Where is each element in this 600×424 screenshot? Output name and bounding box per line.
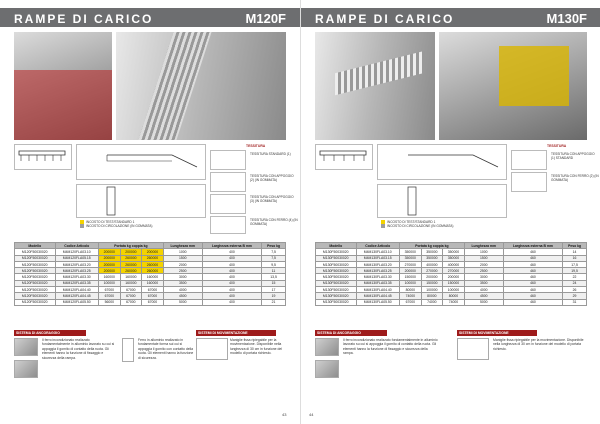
table-cell: 350000 (421, 249, 443, 255)
table-cell: 100000 (400, 280, 422, 286)
left-handle-diagram (196, 338, 228, 360)
table-cell: M130F50030020 (316, 280, 357, 286)
left-anchor-text: Il ferro incondizionato realizzato fondamentalmente in alluminio lavorato su cui si appoggia il gomito di contatto della ruota. Gli elementi hanno la funzione di fissaggio e sicurezza della rampa. (42, 338, 115, 360)
table-cell: 2500 (464, 268, 503, 274)
table-cell: 1500 (464, 255, 503, 261)
right-profile-drawing (315, 144, 373, 170)
table-cell: M130F50030020 (316, 293, 357, 299)
left-texture-box (210, 216, 246, 234)
table-cell: 11 (262, 268, 286, 274)
col-weight: Peso kg (262, 243, 286, 249)
table-cell: 100000 (443, 287, 465, 293)
table-cell: 200000 (120, 249, 142, 255)
table-cell: 200000 (421, 274, 443, 280)
right-side-drawing (377, 144, 507, 180)
table-cell: 350000 (400, 255, 422, 261)
table-cell: 260000 (142, 261, 164, 267)
right-section-anchoring: SISTEMA DI ANCORAGGIO (315, 330, 387, 336)
table-cell: 1000 (464, 249, 503, 255)
table-cell: M4M130FLA03.10 (356, 249, 400, 255)
table-cell: 3000 (163, 274, 202, 280)
table-cell: 160000 (142, 274, 164, 280)
left-texture-label: TESSITURA STANDARD (1) (250, 152, 291, 156)
table-cell: 80000 (443, 293, 465, 299)
table-cell: 2500 (163, 268, 202, 274)
col-code: Codice Articolo (55, 243, 99, 249)
table-cell: 4000 (464, 287, 503, 293)
right-section-handling: SISTEMI DI MOVIMENTAZIONE (457, 330, 537, 336)
table-cell: 460 (503, 274, 562, 280)
table-cell: 67000 (142, 293, 164, 299)
table-cell: 4500 (464, 293, 503, 299)
table-cell: M120F50030020 (15, 249, 56, 255)
col-capacity: Portata kg coppia kg (400, 243, 465, 249)
col-model: Modello (15, 243, 56, 249)
left-spec-table (14, 242, 286, 306)
table-cell: 14 (563, 249, 587, 255)
table-cell: 67000 (120, 299, 142, 305)
table-cell: M4M120FLA03.25 (55, 268, 99, 274)
table-cell: 1000 (163, 249, 202, 255)
table-cell: 29 (563, 293, 587, 299)
left-texture-label: TESSITURA CON FERRO (4) (IN GOMMATA) (250, 218, 298, 226)
table-cell: M4M130FLA04.40 (356, 287, 400, 293)
right-anchor-photo (315, 338, 339, 356)
table-cell: M120F50030020 (15, 280, 56, 286)
left-anchor-photo (14, 360, 38, 378)
table-cell: 74000 (443, 299, 465, 305)
table-cell: 5000 (163, 299, 202, 305)
left-photo-ramp-truck (14, 32, 112, 140)
table-cell: 270000 (400, 261, 422, 267)
right-page-number: 44 (309, 412, 314, 417)
left-anchor-photo (14, 338, 38, 356)
table-cell: M120F50030020 (15, 299, 56, 305)
table-cell: 260000 (142, 268, 164, 274)
table-cell: 67000 (142, 287, 164, 293)
right-texture-label: TESSITURA CON APPOGGIO (1) STANDARD (551, 152, 595, 160)
left-texture-label: TESSITURA CON APPOGGIO (2) (IN GOMMATA) (250, 174, 294, 182)
right-handle-text: Maniglie fissa ripiegabile per la movimentazione. Disponibile nella lunghezza di 30 cm in funzione del modello di portata richiesto. (493, 338, 584, 351)
right-spec-table (315, 242, 587, 306)
table-cell: 350000 (400, 249, 422, 255)
right-photo-forklift (439, 32, 587, 140)
table-cell: 74000 (400, 293, 422, 299)
left-anchor-text-2: Ferro in alluminio realizzato in fondamentale forma sui cui si appoggia il gomito con contatto della ruota. Gli elementi hanno la funzione di sicurezza. (138, 338, 194, 360)
right-top-drawing (377, 184, 507, 218)
table-cell: 67000 (99, 287, 121, 293)
left-title: RAMPE DI CARICO (14, 12, 154, 26)
left-section-handling: SISTEMI DI MOVIMENTAZIONE (196, 330, 276, 336)
table-cell: 2000 (464, 261, 503, 267)
table-cell: 15 (262, 280, 286, 286)
table-cell: M4M120FLA03.35 (55, 280, 99, 286)
left-side-drawing (76, 144, 206, 180)
col-capacity: Portata kg coppia kg (99, 243, 164, 249)
col-code: Codice Articolo (356, 243, 400, 249)
table-cell: M4M130FLA04.45 (356, 293, 400, 299)
table-cell: 19,5 (563, 268, 587, 274)
table-cell: M130F50030020 (316, 249, 357, 255)
table-cell: 460 (503, 261, 562, 267)
right-legend (381, 220, 453, 228)
table-cell: M4M130FLA03.35 (356, 280, 400, 286)
table-cell: M120F50030020 (15, 255, 56, 261)
table-cell: 200000 (99, 261, 121, 267)
left-texture-box (210, 172, 246, 192)
table-cell: 56000 (99, 299, 121, 305)
left-header (0, 8, 300, 27)
table-cell: M4M130FLA03.25 (356, 268, 400, 274)
table-cell: 24 (563, 280, 587, 286)
left-texture-box (210, 194, 246, 214)
table-cell: M120F50030020 (15, 287, 56, 293)
table-cell: 400 (202, 299, 261, 305)
table-cell: 2000 (163, 261, 202, 267)
table-cell: 74000 (421, 299, 443, 305)
table-cell: 460 (503, 255, 562, 261)
table-cell: 4000 (163, 287, 202, 293)
left-texture-box (210, 150, 246, 170)
table-cell: 200000 (99, 249, 121, 255)
table-cell: 4500 (163, 293, 202, 299)
right-legend-item: INCOSTO DI TEST/STANDARD 1 (387, 220, 436, 224)
table-cell: 350000 (443, 255, 465, 261)
table-cell: 67000 (120, 293, 142, 299)
col-width: Larghezza esterna B mm (503, 243, 562, 249)
col-length: Lunghezza mm (163, 243, 202, 249)
table-cell: 400 (202, 293, 261, 299)
table-row (316, 299, 587, 305)
table-cell: 3500 (163, 280, 202, 286)
table-cell: 200000 (142, 249, 164, 255)
table-cell: M120F50030020 (15, 293, 56, 299)
table-cell: 270000 (421, 268, 443, 274)
table-cell: 260000 (120, 268, 142, 274)
table-cell: M4M120FLA05.50 (55, 299, 99, 305)
left-profile-drawing (14, 144, 72, 170)
table-cell: 16 (563, 255, 587, 261)
table-cell: 460 (503, 268, 562, 274)
table-cell: 460 (503, 249, 562, 255)
right-texture-label: TESSITURA CON FERRO (2) (IN GOMMATA) (551, 174, 599, 182)
table-cell: 7,5 (262, 249, 286, 255)
left-anchor-diagram (122, 338, 134, 362)
table-cell: 80000 (421, 293, 443, 299)
table-cell: 150000 (421, 280, 443, 286)
table-cell: 67000 (400, 299, 422, 305)
table-cell: 160000 (120, 274, 142, 280)
right-page (300, 0, 600, 424)
table-cell: 150000 (443, 280, 465, 286)
table-cell: 26 (563, 287, 587, 293)
table-cell: M4M130FLA05.50 (356, 299, 400, 305)
table-cell: 200000 (99, 268, 121, 274)
table-cell: 160000 (120, 280, 142, 286)
table-cell: M130F50030020 (316, 268, 357, 274)
table-cell: 260000 (142, 255, 164, 261)
table-cell: M130F50030020 (316, 255, 357, 261)
table-cell: M4M120FLA03.10 (55, 249, 99, 255)
col-model: Modello (316, 243, 357, 249)
table-cell: 200000 (443, 274, 465, 280)
table-cell: 160000 (142, 280, 164, 286)
table-cell: 17 (262, 287, 286, 293)
left-texture-label: TESSITURA CON APPOGGIO (3) (IN GOMMATA) (250, 195, 294, 203)
table-cell: 260000 (120, 261, 142, 267)
table-cell: 22 (563, 274, 587, 280)
left-photo-ramp-closeup (116, 32, 286, 140)
right-anchor-text: Il ferro incondizionato realizzato fondamentalmente in alluminio lavorato su cui si appoggia il gomito di contatto della ruota. Gli elementi hanno la funzione di fissaggio e sicurezza della rampa. (343, 338, 438, 356)
table-cell: 400 (202, 268, 261, 274)
table-cell: 21 (262, 299, 286, 305)
table-cell: 400 (202, 280, 261, 286)
table-cell: 460 (503, 280, 562, 286)
table-cell: 13,5 (262, 274, 286, 280)
left-handle-text: Maniglie fissa ripiegabile per la movimentazione. Disponibile nella lunghezza di 30 cm in funzione del modello di portata richiesto. (230, 338, 283, 356)
table-cell: M4M120FLA05.15 (55, 255, 99, 261)
table-cell: 7,5 (262, 255, 286, 261)
table-cell: M4M120FLA04.40 (55, 287, 99, 293)
table-cell: M120F50030020 (15, 274, 56, 280)
right-legend-item: INCOSTO DI CIRCOLAZIONE (IN GOMMATA) (387, 224, 454, 229)
table-cell: 350000 (421, 255, 443, 261)
col-weight: Peso kg (563, 243, 587, 249)
table-cell: 460 (503, 299, 562, 305)
table-cell: 17,5 (563, 261, 587, 267)
table-cell: 400 (202, 274, 261, 280)
left-legend (80, 220, 152, 228)
table-cell: M130F50030020 (316, 287, 357, 293)
table-cell: 400000 (421, 261, 443, 267)
right-header (301, 8, 600, 27)
table-cell: 150000 (400, 274, 422, 280)
right-anchor-photo (315, 360, 339, 378)
table-cell: M130F50030020 (316, 274, 357, 280)
table-cell: 67000 (142, 299, 164, 305)
table-cell: M130F50030020 (316, 261, 357, 267)
right-title: RAMPE DI CARICO (315, 12, 455, 26)
table-cell: M4M130FLA03.30 (356, 274, 400, 280)
left-legend-item: INCOSTO DI TEST/STANDARD 1 (86, 220, 135, 224)
table-cell: 100000 (421, 287, 443, 293)
table-cell: M4M120FLA03.30 (55, 274, 99, 280)
table-cell: 9,5 (262, 261, 286, 267)
table-cell: M130F50030020 (316, 299, 357, 305)
table-cell: 350000 (443, 249, 465, 255)
left-page-number: 43 (282, 412, 287, 417)
table-cell: 400000 (443, 261, 465, 267)
table-cell: 460 (503, 293, 562, 299)
table-cell: 67000 (99, 293, 121, 299)
table-cell: 1500 (163, 255, 202, 261)
table-cell: 67000 (120, 287, 142, 293)
left-section-anchoring: SISTEMA DI ANCORAGGIO (14, 330, 86, 336)
table-cell: 100000 (99, 280, 121, 286)
table-cell: M120F50030020 (15, 261, 56, 267)
table-row (15, 299, 286, 305)
right-texture-box (511, 150, 547, 170)
table-cell: 270000 (443, 268, 465, 274)
table-cell: 80000 (400, 287, 422, 293)
table-cell: M120F50030020 (15, 268, 56, 274)
right-texture-box (511, 172, 547, 192)
table-cell: 400 (202, 249, 261, 255)
table-cell: 400 (202, 255, 261, 261)
table-cell: M4M130FLA03.20 (356, 261, 400, 267)
table-cell: 3500 (464, 280, 503, 286)
table-cell: 200000 (400, 268, 422, 274)
table-cell: 400 (202, 287, 261, 293)
left-legend-item: INCOSTO DI CIRCOLAZIONE (IN GOMMATA) (86, 224, 153, 229)
table-cell: M4M120FLA04.45 (55, 293, 99, 299)
table-cell: 19 (262, 293, 286, 299)
col-width: Larghezza esterna B mm (202, 243, 261, 249)
left-model: M120F (245, 11, 286, 26)
table-cell: 31 (563, 299, 587, 305)
table-cell: 400 (202, 261, 261, 267)
left-top-drawing (76, 184, 206, 218)
left-texture-heading: TESSITURA (246, 144, 266, 148)
table-cell: M4M130FLA03.15 (356, 255, 400, 261)
right-model: M130F (546, 11, 587, 26)
right-photo-ramps (315, 32, 435, 140)
table-cell: M4M120FLA03.20 (55, 261, 99, 267)
table-cell: 160000 (99, 274, 121, 280)
table-cell: 260000 (120, 255, 142, 261)
table-cell: 5000 (464, 299, 503, 305)
right-handle-diagram (457, 338, 489, 360)
table-cell: 460 (503, 287, 562, 293)
table-cell: 3000 (464, 274, 503, 280)
col-length: Lunghezza mm (464, 243, 503, 249)
table-cell: 200000 (99, 255, 121, 261)
right-texture-heading: TESSITURA (547, 144, 567, 148)
